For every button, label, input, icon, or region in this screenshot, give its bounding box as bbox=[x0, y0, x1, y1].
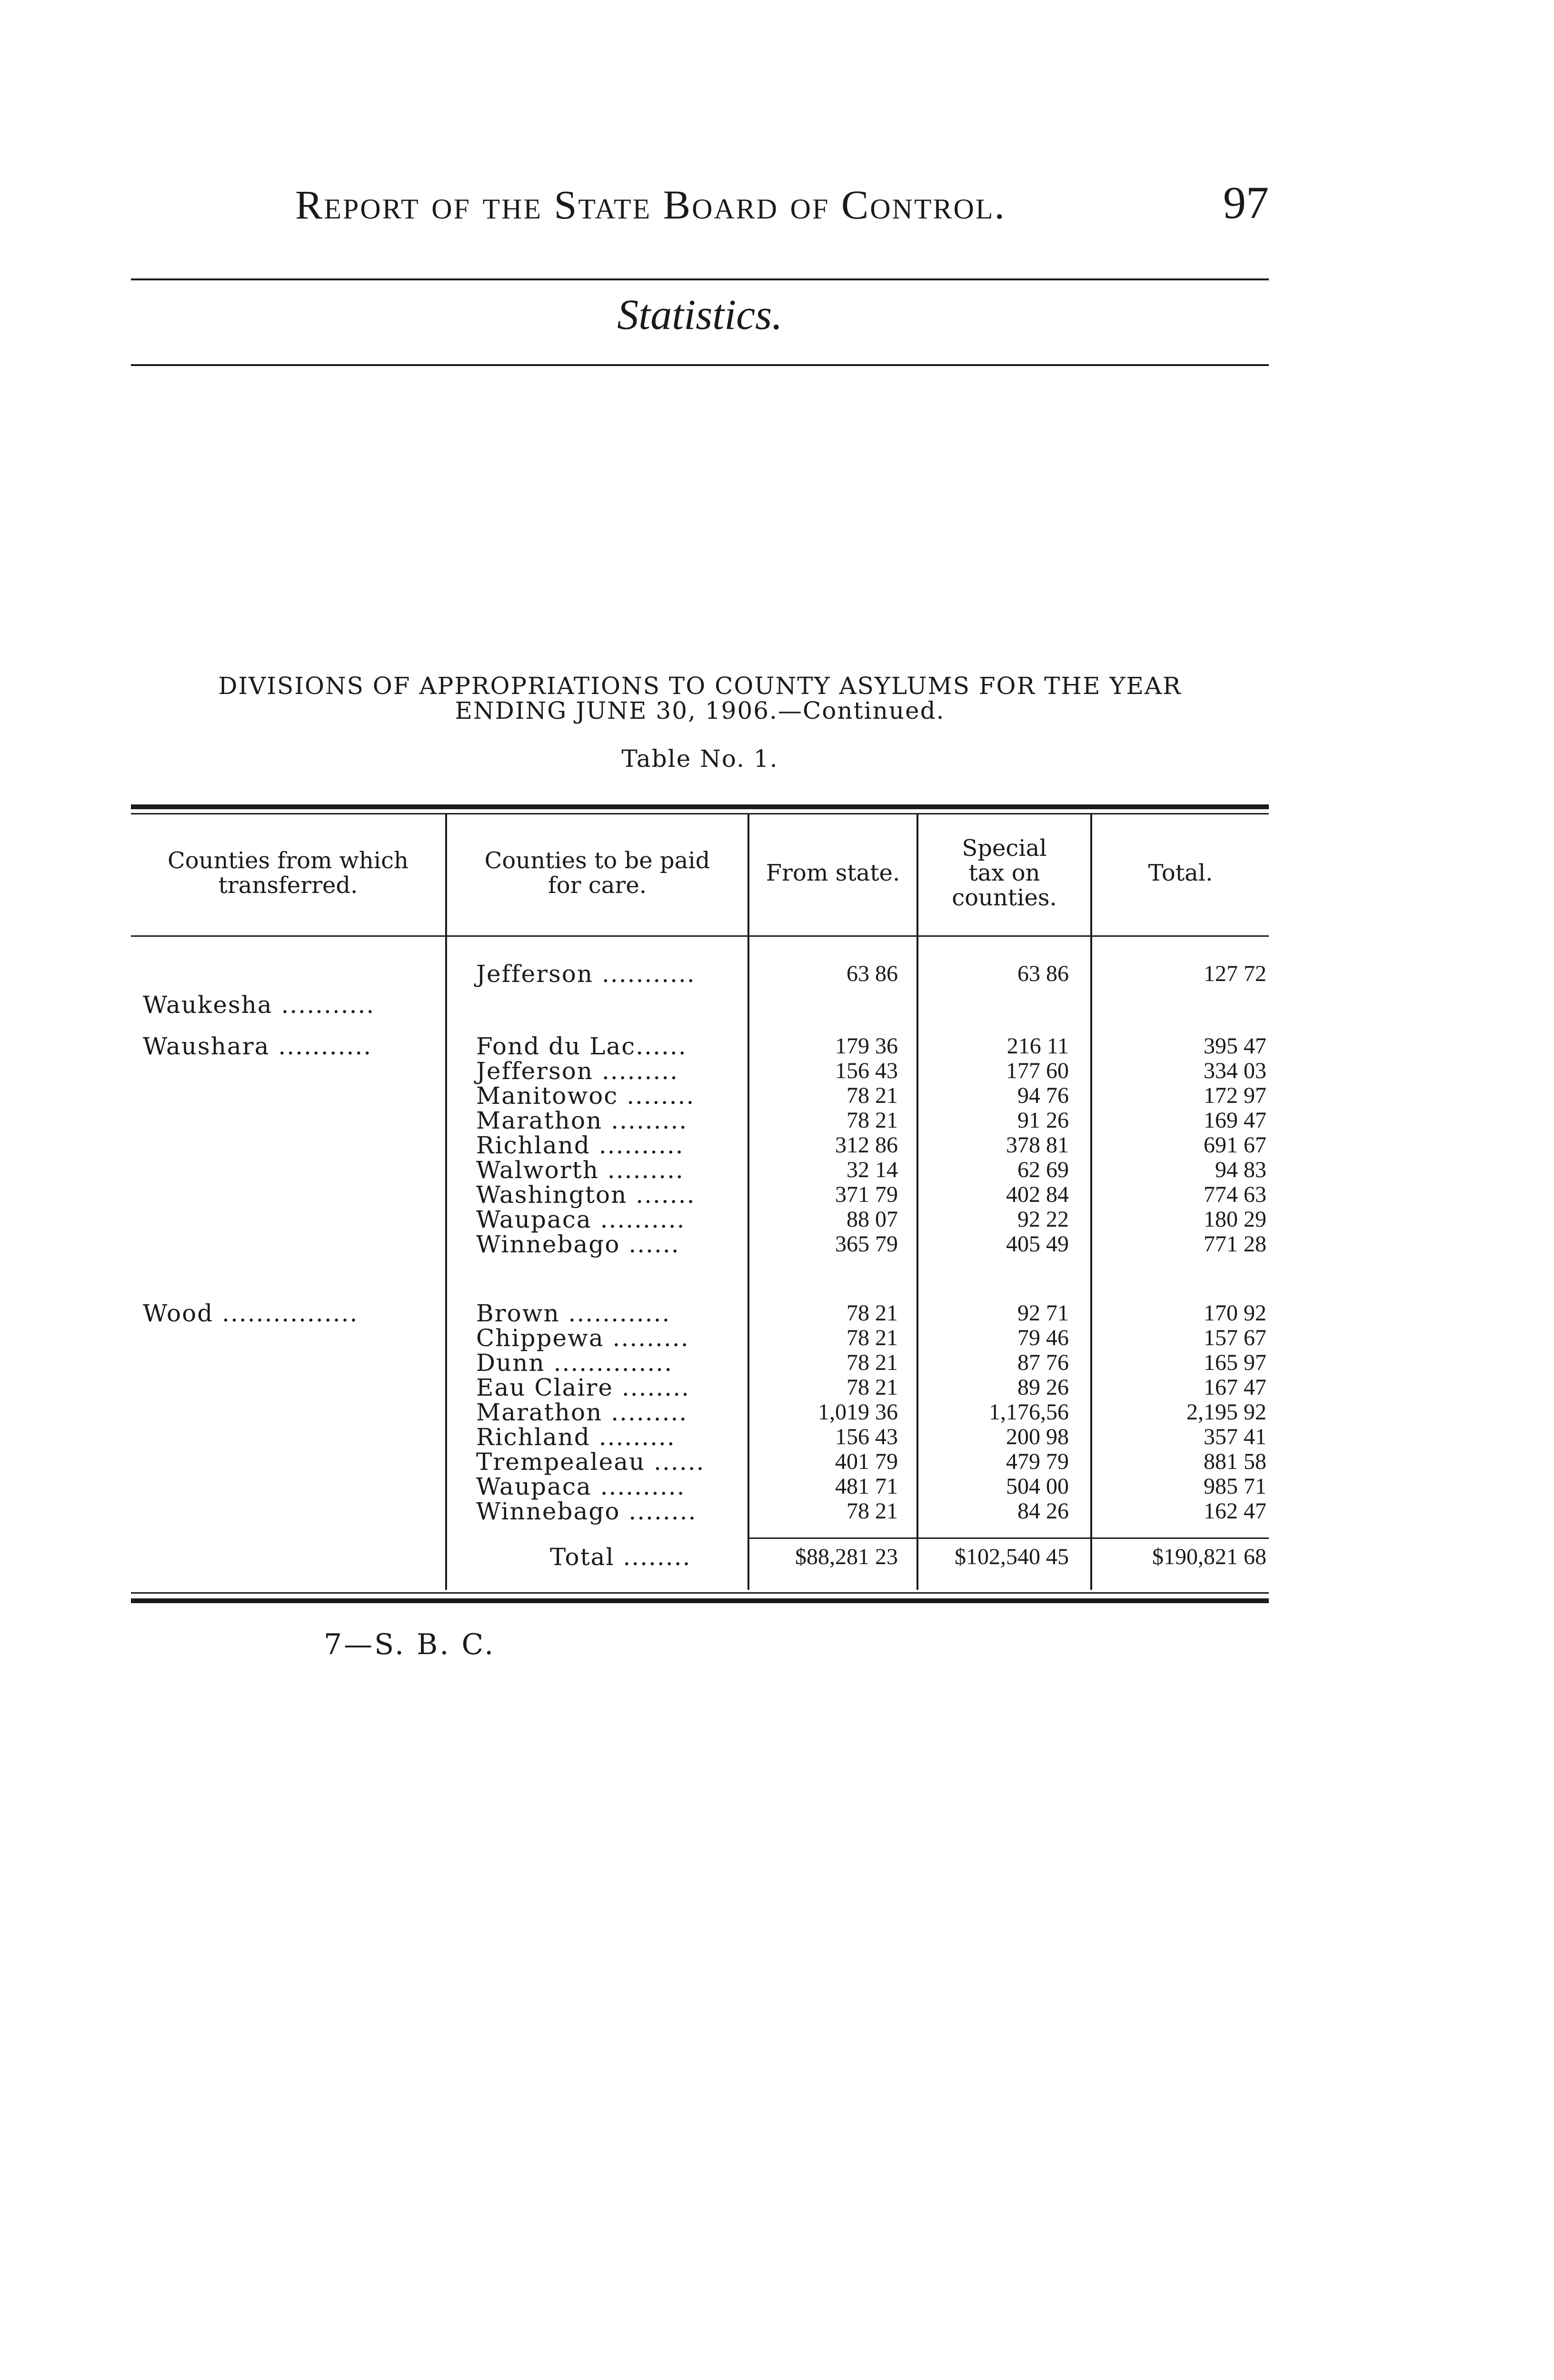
receiving-county: Jefferson ........... bbox=[476, 960, 696, 988]
special-tax-value: 89 26 bbox=[1017, 1375, 1069, 1400]
special-tax-value: 92 22 bbox=[1017, 1207, 1069, 1232]
special-tax-value: 91 26 bbox=[1017, 1108, 1069, 1133]
from-state-value: 401 79 bbox=[835, 1449, 898, 1474]
receiving-county: Marathon ......... bbox=[476, 1107, 688, 1134]
header-counties-from-line: transferred. bbox=[218, 872, 358, 899]
special-tax-value: 200 98 bbox=[1006, 1424, 1069, 1449]
header-total-line: Total. bbox=[1148, 860, 1213, 886]
table-caption bbox=[131, 674, 1269, 723]
table-rule-bottom-thick bbox=[131, 1598, 1269, 1603]
from-state-value: 365 79 bbox=[835, 1231, 898, 1257]
from-state-value: 78 21 bbox=[847, 1375, 898, 1400]
special-tax-value: 378 81 bbox=[1006, 1132, 1069, 1158]
total-rule bbox=[749, 1537, 1269, 1539]
total-row-label: Total ........ bbox=[550, 1543, 691, 1571]
receiving-county: Washington ....... bbox=[476, 1181, 696, 1209]
header-special-tax bbox=[918, 836, 1090, 910]
page-number: 97 bbox=[1223, 177, 1269, 228]
total-from-state: $88,281 23 bbox=[795, 1544, 898, 1569]
from-state-value: 156 43 bbox=[835, 1424, 898, 1449]
total-value: 985 71 bbox=[1204, 1474, 1266, 1499]
special-tax-value: 94 76 bbox=[1017, 1083, 1069, 1108]
from-state-value: 156 43 bbox=[835, 1058, 898, 1083]
from-state-value: 78 21 bbox=[847, 1300, 898, 1326]
receiving-county: Brown ............ bbox=[476, 1299, 671, 1327]
total-value: 165 97 bbox=[1204, 1350, 1266, 1375]
total-value: 127 72 bbox=[1204, 961, 1266, 986]
receiving-county: Jefferson ......... bbox=[476, 1057, 679, 1085]
from-state-value: 78 21 bbox=[847, 1083, 898, 1108]
receiving-county: Richland .......... bbox=[476, 1131, 684, 1159]
transferred-county-label: Wood ................ bbox=[143, 1299, 359, 1327]
special-tax-value: 1,176,56 bbox=[989, 1399, 1069, 1425]
special-tax-value: 216 11 bbox=[1006, 1033, 1069, 1059]
header-special-tax-line: tax on bbox=[968, 860, 1040, 886]
table-caption-line-2: ENDING JUNE 30, 1906.—Continued. bbox=[455, 697, 945, 724]
total-value: 2,195 92 bbox=[1186, 1399, 1266, 1425]
from-state-value: 63 86 bbox=[847, 961, 898, 986]
total-value: 395 47 bbox=[1204, 1033, 1266, 1059]
from-state-value: 78 21 bbox=[847, 1325, 898, 1350]
table-number: Table No. 1. bbox=[621, 745, 778, 773]
special-tax-value: 405 49 bbox=[1006, 1231, 1069, 1257]
special-tax-value: 504 00 bbox=[1006, 1474, 1069, 1499]
from-state-value: 1,019 36 bbox=[818, 1399, 898, 1425]
head-rule-bottom bbox=[131, 364, 1269, 366]
total-value: 167 47 bbox=[1204, 1375, 1266, 1400]
from-state-value: 312 86 bbox=[835, 1132, 898, 1158]
receiving-county: Winnebago ...... bbox=[476, 1230, 680, 1258]
header-total bbox=[1092, 861, 1269, 885]
header-counties-from bbox=[131, 848, 445, 898]
special-tax-value: 177 60 bbox=[1006, 1058, 1069, 1083]
total-value: 157 67 bbox=[1204, 1325, 1266, 1350]
from-state-value: 78 21 bbox=[847, 1108, 898, 1133]
receiving-county: Chippewa ......... bbox=[476, 1324, 689, 1352]
special-tax-value: 479 79 bbox=[1006, 1449, 1069, 1474]
total-grand-total: $190,821 68 bbox=[1152, 1544, 1266, 1569]
special-tax-value: 79 46 bbox=[1017, 1325, 1069, 1350]
special-tax-value: 92 71 bbox=[1017, 1300, 1069, 1326]
receiving-county: Manitowoc ........ bbox=[476, 1082, 695, 1110]
special-tax-value: 402 84 bbox=[1006, 1182, 1069, 1207]
table-rule-top-thick bbox=[131, 804, 1269, 809]
table-rule-bottom-thin bbox=[131, 1592, 1269, 1594]
total-value: 169 47 bbox=[1204, 1108, 1266, 1133]
special-tax-value: 84 26 bbox=[1017, 1498, 1069, 1524]
total-value: 162 47 bbox=[1204, 1498, 1266, 1524]
total-value: 691 67 bbox=[1204, 1132, 1266, 1158]
header-counties-to-line: for care. bbox=[548, 872, 647, 899]
from-state-value: 78 21 bbox=[847, 1350, 898, 1375]
total-value: 357 41 bbox=[1204, 1424, 1266, 1449]
special-tax-value: 62 69 bbox=[1017, 1157, 1069, 1182]
transferred-county-label: Waukesha ........... bbox=[143, 991, 375, 1019]
total-value: 94 83 bbox=[1215, 1157, 1266, 1182]
header-from-state-line: From state. bbox=[766, 860, 900, 886]
total-value: 774 63 bbox=[1204, 1182, 1266, 1207]
head-rule-top bbox=[131, 278, 1269, 280]
total-value: 172 97 bbox=[1204, 1083, 1266, 1108]
section-title: Statistics. bbox=[617, 291, 783, 338]
header-special-tax-line: Special bbox=[962, 835, 1047, 862]
receiving-county: Marathon ......... bbox=[476, 1398, 688, 1426]
header-counties-to-line: Counties to be paid bbox=[484, 847, 710, 874]
header-rule bbox=[131, 935, 1269, 937]
total-value: 170 92 bbox=[1204, 1300, 1266, 1326]
total-value: 180 29 bbox=[1204, 1207, 1266, 1232]
header-special-tax-line: counties. bbox=[952, 884, 1057, 911]
receiving-county: Winnebago ........ bbox=[476, 1497, 697, 1525]
table-rule-top-thin bbox=[131, 813, 1269, 814]
receiving-county: Richland ......... bbox=[476, 1423, 676, 1451]
special-tax-value: 63 86 bbox=[1017, 961, 1069, 986]
header-counties-from-line: Counties from which bbox=[168, 847, 408, 874]
receiving-county: Trempealeau ...... bbox=[476, 1448, 705, 1476]
from-state-value: 371 79 bbox=[835, 1182, 898, 1207]
transferred-county-label: Waushara ........... bbox=[143, 1032, 372, 1060]
running-head-title: Report of the State Board of Control. bbox=[295, 182, 1006, 228]
receiving-county: Dunn .............. bbox=[476, 1349, 673, 1377]
from-state-value: 88 07 bbox=[847, 1207, 898, 1232]
from-state-value: 481 71 bbox=[835, 1474, 898, 1499]
total-special-tax: $102,540 45 bbox=[955, 1544, 1069, 1569]
from-state-value: 32 14 bbox=[847, 1157, 898, 1182]
receiving-county: Walworth ......... bbox=[476, 1156, 684, 1184]
total-value: 334 03 bbox=[1204, 1058, 1266, 1083]
table-caption-line-1: DIVISIONS OF APPROPRIATIONS TO COUNTY ASYLUMS FOR THE YEAR bbox=[218, 672, 1182, 700]
receiving-county: Waupaca .......... bbox=[476, 1473, 686, 1500]
column-divider-1 bbox=[445, 814, 447, 1590]
from-state-value: 78 21 bbox=[847, 1498, 898, 1524]
receiving-county: Waupaca .......... bbox=[476, 1206, 686, 1233]
running-head bbox=[131, 171, 1269, 238]
header-counties-to bbox=[447, 848, 747, 898]
special-tax-value: 87 76 bbox=[1017, 1350, 1069, 1375]
header-from-state bbox=[749, 861, 916, 885]
footer-signature: 7—S. B. C. bbox=[324, 1628, 496, 1661]
from-state-value: 179 36 bbox=[835, 1033, 898, 1059]
total-value: 771 28 bbox=[1204, 1231, 1266, 1257]
total-value: 881 58 bbox=[1204, 1449, 1266, 1474]
receiving-county: Fond du Lac...... bbox=[476, 1032, 687, 1060]
receiving-county: Eau Claire ........ bbox=[476, 1374, 690, 1401]
